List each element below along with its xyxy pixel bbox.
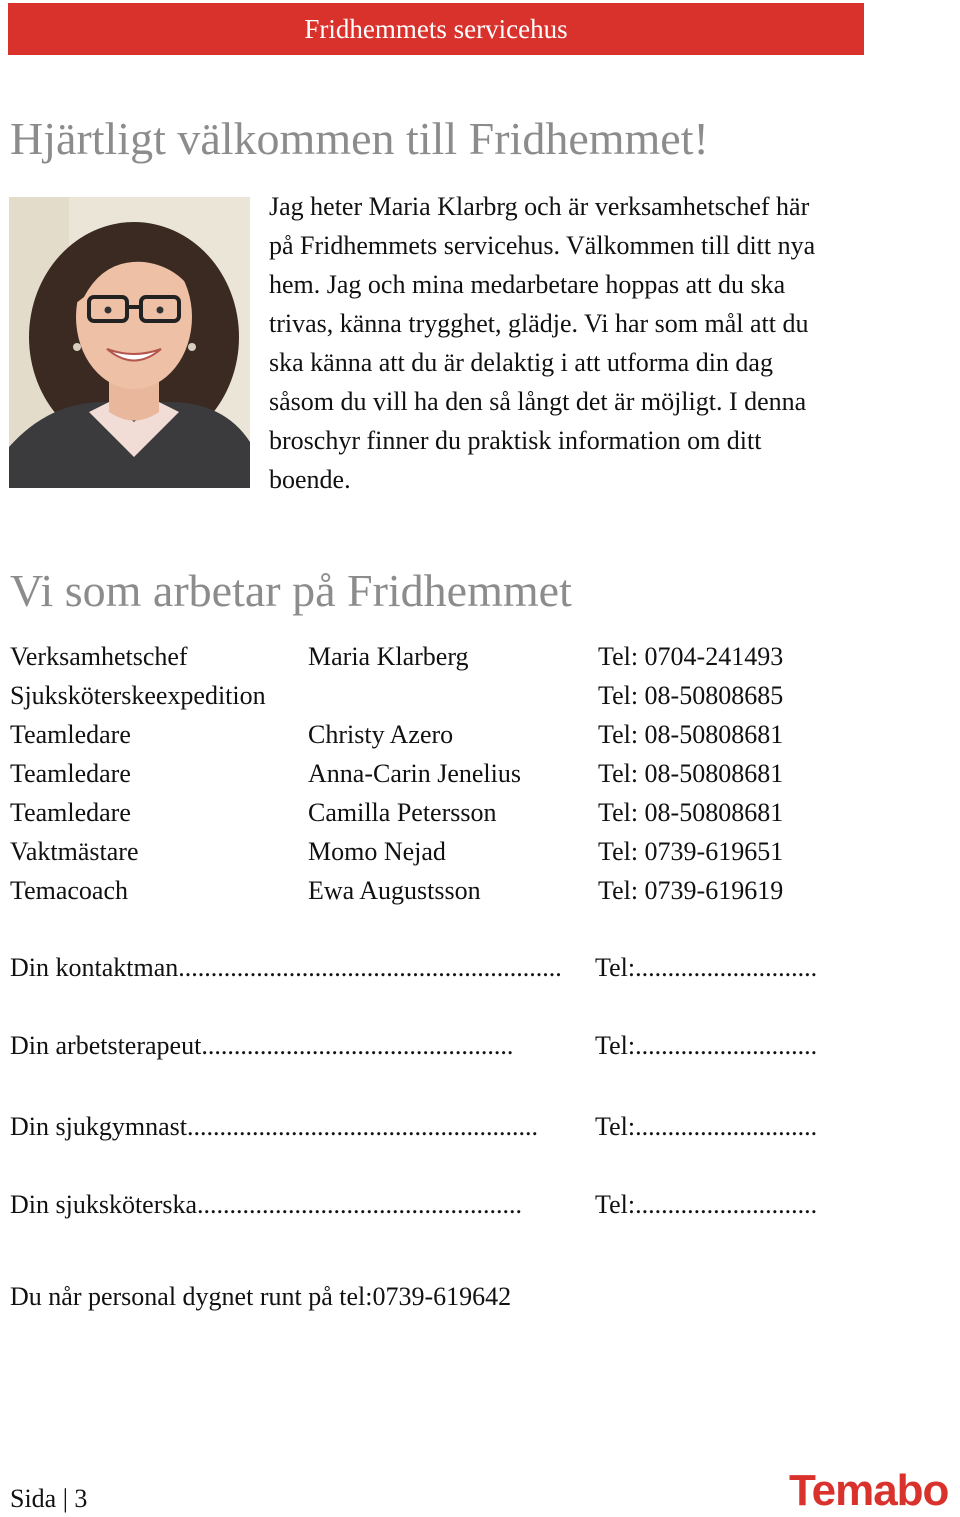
staff-name: Ewa Augustsson [308, 876, 481, 905]
staff-role: Sjuksköterskeexpedition [10, 681, 266, 710]
staff-row [10, 871, 870, 910]
contact-tel-group [595, 1185, 817, 1224]
contact-tel-dots: ............................ [635, 1112, 818, 1141]
staff-role: Verksamhetschef [10, 642, 188, 671]
header-title: Fridhemmets servicehus [304, 13, 568, 44]
contact-tel-label: Tel: [595, 1190, 636, 1219]
contact-tel-label: Tel: [595, 1112, 636, 1141]
contact-tel-dots: ............................ [635, 1190, 818, 1219]
portrait-illustration [9, 197, 250, 488]
contact-line-arbetsterapeut[interactable] [10, 1026, 860, 1065]
staff-row [10, 754, 870, 793]
welcome-line: boende. [269, 465, 351, 494]
welcome-line: på Fridhemmets servicehus. Välkommen till ditt nya [269, 231, 816, 260]
staff-row [10, 832, 870, 871]
staff-tel: Tel: 0739-619619 [598, 876, 784, 905]
contact-tel-dots: ............................ [635, 953, 818, 982]
staff-role: Vaktmästare [10, 837, 139, 866]
welcome-line: broschyr finner du praktisk information om ditt [269, 426, 762, 455]
contact-dots: ...................................................... [186, 1112, 538, 1141]
staff-tel: Tel: 0704-241493 [598, 642, 784, 671]
contact-tel-dots: ............................ [635, 1031, 818, 1060]
staff-tel: Tel: 0739-619651 [598, 837, 784, 866]
contact-tel-group [595, 1107, 817, 1146]
staff-name: Momo Nejad [308, 837, 446, 866]
staff-name: Camilla Petersson [308, 798, 497, 827]
staff-heading: Vi som arbetar på Fridhemmet [10, 565, 572, 616]
contact-label: Din arbetsterapeut [10, 1031, 202, 1060]
welcome-line: hem. Jag och mina medarbetare hoppas att du ska [269, 270, 786, 299]
staff-table [10, 637, 870, 910]
contact-tel-group [595, 1026, 817, 1065]
portrait-photo [9, 197, 250, 488]
staff-role: Teamledare [10, 759, 131, 788]
welcome-text [269, 187, 869, 499]
contact-tel-group [595, 948, 817, 987]
staff-row [10, 715, 870, 754]
staff-role: Teamledare [10, 720, 131, 749]
temabo-logo: Temabo [789, 1466, 949, 1515]
contact-label: Din kontaktman [10, 953, 179, 982]
staff-name: Maria Klarberg [308, 642, 469, 671]
staff-row [10, 793, 870, 832]
contact-line-sjukskoterska[interactable] [10, 1185, 860, 1224]
contact-dots: ........................................................... [178, 953, 562, 982]
contact-line-sjukgymnast[interactable] [10, 1107, 860, 1146]
staff-tel: Tel: 08-50808685 [598, 681, 784, 710]
staff-role: Teamledare [10, 798, 131, 827]
contact-tel-label: Tel: [595, 1031, 636, 1060]
welcome-heading: Hjärtligt välkommen till Fridhemmet! [10, 113, 709, 164]
contact-label: Din sjukgymnast [10, 1112, 187, 1141]
welcome-line: ska känna att du är delaktig i att utforma din dag [269, 348, 773, 377]
staff-row [10, 676, 870, 715]
page-number: Sida | 3 [10, 1484, 88, 1513]
staff-tel: Tel: 08-50808681 [598, 798, 784, 827]
staff-tel: Tel: 08-50808681 [598, 759, 784, 788]
header-bar [8, 3, 864, 55]
contact-dots: ................................................ [201, 1031, 514, 1060]
staff-name: Anna-Carin Jenelius [308, 759, 522, 788]
welcome-line: Jag heter Maria Klarbrg och är verksamhetschef här [269, 192, 810, 221]
staff-tel: Tel: 08-50808681 [598, 720, 784, 749]
welcome-line: trivas, känna trygghet, glädje. Vi har som mål att du [269, 309, 809, 338]
contact-label: Din sjuksköterska [10, 1190, 198, 1219]
contact-line-kontaktman[interactable] [10, 948, 860, 987]
contact-dots: .................................................. [197, 1190, 523, 1219]
contact-tel-label: Tel: [595, 953, 636, 982]
staff-role: Temacoach [10, 876, 128, 905]
staff-row [10, 637, 870, 676]
footer-note: Du når personal dygnet runt på tel:0739-619642 [10, 1282, 512, 1311]
welcome-line: såsom du vill ha den så långt det är möjligt. I denna [269, 387, 807, 416]
staff-name: Christy Azero [308, 720, 454, 749]
